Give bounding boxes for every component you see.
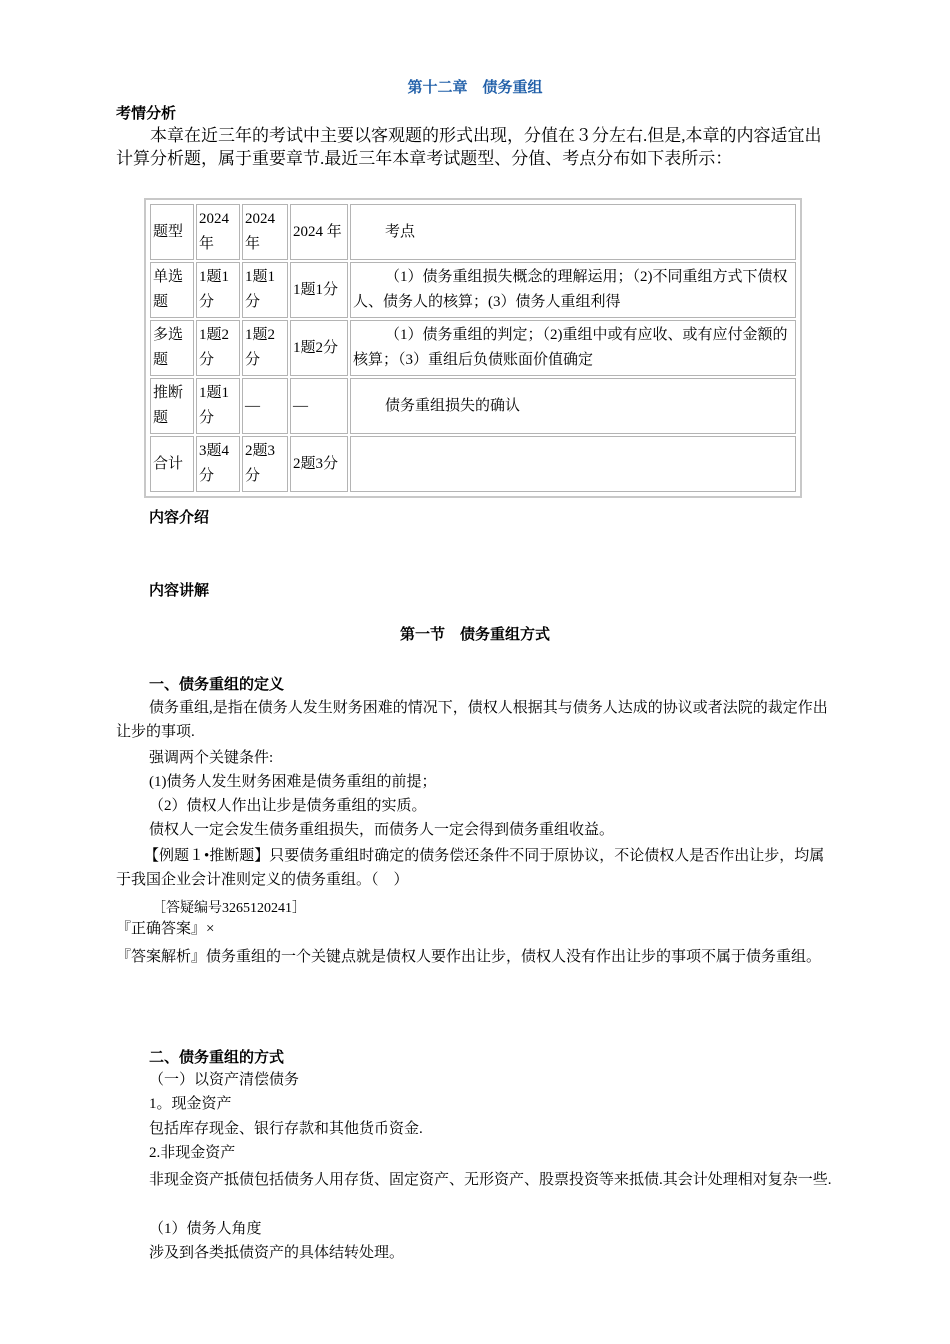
table-row: [150, 320, 796, 376]
table-cell: 3题4分: [196, 436, 240, 492]
table-cell: （1）债务重组的判定；（2)重组中或有应收、或有应付金额的核算；（3）重组后负债账面价值确定: [350, 320, 796, 376]
cash-assets-text: 包括库存现金、银行存款和其他货币资金.: [149, 1121, 423, 1137]
exam-stats-table: [144, 198, 802, 498]
table-cell: 2题3分: [290, 436, 348, 492]
table-row: [150, 436, 796, 492]
content-lecture-heading: 内容讲解: [149, 581, 210, 599]
analysis-heading: 考情分析: [116, 104, 177, 122]
loss-gain-statement: 债权人一定会发生债务重组损失，而债务人一定会得到债务重组收益。: [149, 822, 615, 838]
analysis-paragraph: 本章在近三年的考试中主要以客观题的形式出现，分值在３分左右.但是,本章的内容适宜出计算分析题，属于重要章节.最近三年本章考试题型、分值、考点分布如下表所示：: [116, 126, 822, 168]
table-cell: 推断题: [150, 378, 194, 434]
table-header: 考点: [350, 204, 796, 260]
definition-heading: 一、债务重组的定义: [149, 675, 285, 693]
table-header: 2024年: [196, 204, 240, 260]
table-cell: [350, 436, 796, 492]
table-cell: 1题1分: [242, 262, 288, 318]
table-cell: 1题1分: [196, 262, 240, 318]
definition-paragraph: 债务重组,是指在债务人发生财务困难的情况下，债权人根据其与债务人达成的协议或者法院的裁定作出让步的事项.: [116, 700, 828, 740]
table-header: 2024年: [242, 204, 288, 260]
answer-analysis: 『答案解析』债务重组的一个关键点就是债权人要作出让步，债权人没有作出让步的事项不属于债务重组。: [116, 949, 822, 965]
table-cell: 1题1分: [290, 262, 348, 318]
cash-assets-heading: 1。现金资产: [149, 1096, 232, 1112]
noncash-assets-heading: 2.非现金资产: [149, 1145, 236, 1161]
table-header-row: [150, 204, 796, 260]
table-row: [150, 262, 796, 318]
correct-answer: 『正确答案』×: [116, 921, 215, 937]
example-question: 【例题１•推断题】只要债务重组时确定的债务偿还条件不同于原协议，不论债权人是否作出让步，均属于我国企业会计准则定义的债务重组。（ ）: [116, 848, 825, 888]
table-cell: 债务重组损失的确认: [350, 378, 796, 434]
chapter-title: 第十二章 债务重组: [407, 78, 543, 96]
table-cell: 多选题: [150, 320, 194, 376]
condition-one: (1)债务人发生财务困难是债务重组的前提；: [149, 774, 437, 790]
table-cell: 1题2分: [242, 320, 288, 376]
debtor-perspective-heading: （1）债务人角度: [149, 1221, 262, 1237]
table-cell: —: [242, 378, 288, 434]
methods-heading: 二、债务重组的方式: [149, 1048, 285, 1066]
table-cell: —: [290, 378, 348, 434]
table-cell: 2题3分: [242, 436, 288, 492]
table-header: 题型: [150, 204, 194, 260]
table-cell: 1题2分: [196, 320, 240, 376]
section-title: 第一节 债务重组方式: [399, 625, 550, 643]
qa-number: ［答疑编号3265120241］: [152, 901, 306, 916]
table-cell: 合计: [150, 436, 194, 492]
method-asset-repayment: （一）以资产清偿债务: [149, 1072, 300, 1088]
table-cell: 1题1分: [196, 378, 240, 434]
debtor-perspective-text: 涉及到各类抵债资产的具体结转处理。: [149, 1245, 405, 1261]
key-conditions-intro: 强调两个关键条件:: [149, 750, 274, 766]
content-intro-heading: 内容介绍: [149, 508, 210, 526]
table-row: [150, 378, 796, 434]
table-cell: 单选题: [150, 262, 194, 318]
noncash-assets-text: 非现金资产抵债包括债务人用存货、固定资产、无形资产、股票投资等来抵债.其会计处理相对复杂一些.: [149, 1172, 832, 1188]
condition-two: （2）债权人作出让步是债务重组的实质。: [149, 798, 427, 814]
table-header: 2024 年: [290, 204, 348, 260]
table-cell: 1题2分: [290, 320, 348, 376]
table-cell: （1）债务重组损失概念的理解运用；（2)不同重组方式下债权人、债务人的核算；(3）债务人重组利得: [350, 262, 796, 318]
